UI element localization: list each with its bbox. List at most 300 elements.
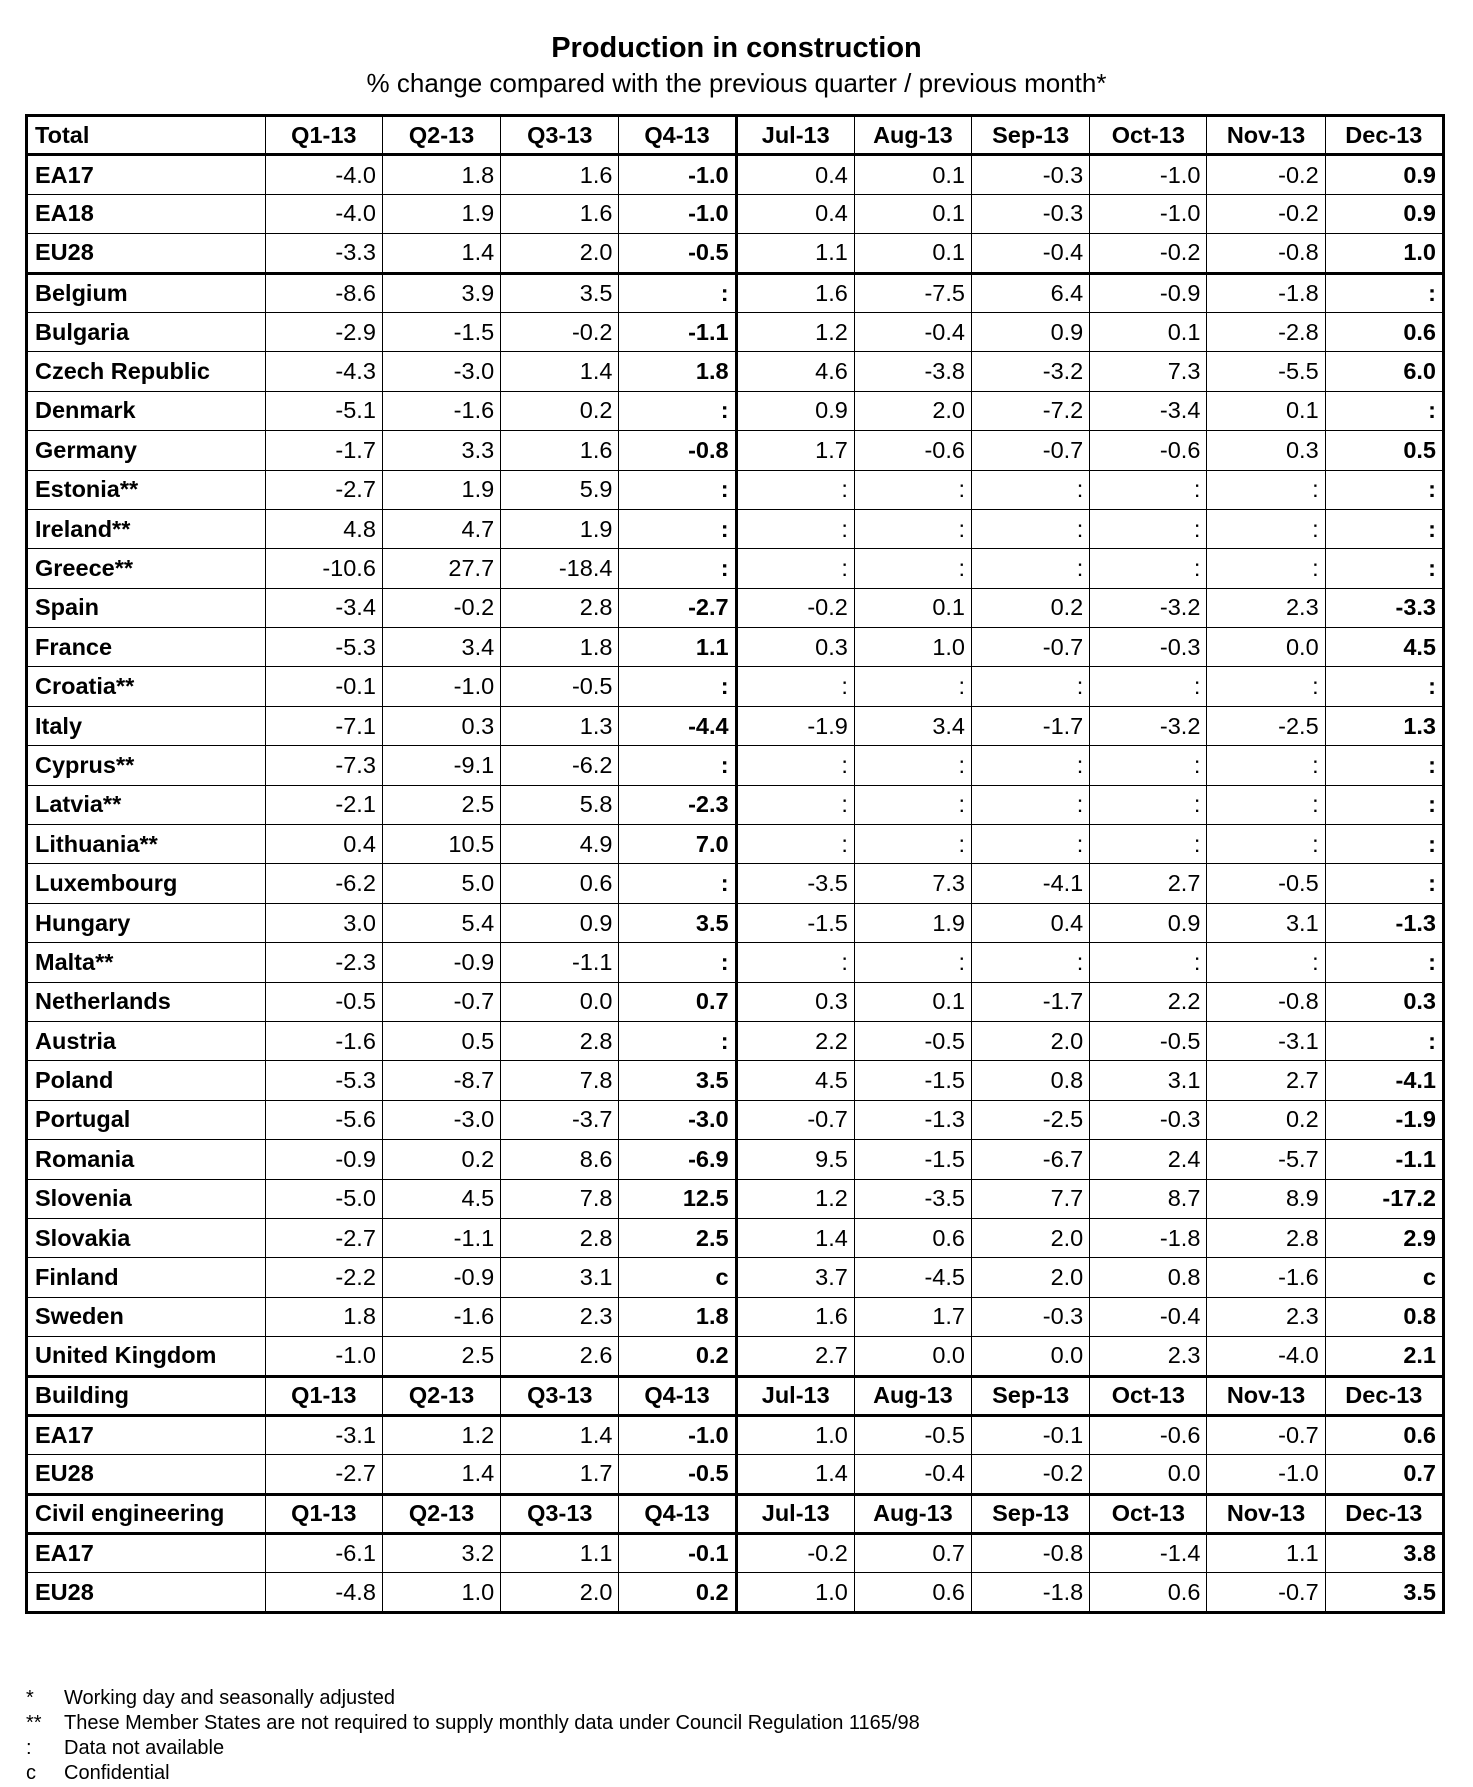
value-cell: c bbox=[619, 1258, 736, 1297]
value-cell: : bbox=[736, 785, 854, 824]
table-row bbox=[27, 1573, 1444, 1612]
value-cell: : bbox=[1325, 1021, 1443, 1060]
value-cell: 0.3 bbox=[1325, 982, 1443, 1021]
table-row bbox=[27, 825, 1444, 864]
value-cell: 0.9 bbox=[1325, 155, 1443, 194]
value-cell: -0.7 bbox=[971, 628, 1089, 667]
value-cell: 2.7 bbox=[736, 1337, 854, 1376]
value-cell: -0.5 bbox=[1207, 864, 1325, 903]
value-cell: -0.2 bbox=[1207, 194, 1325, 233]
value-cell: -0.9 bbox=[382, 1258, 500, 1297]
value-cell: -2.7 bbox=[265, 470, 382, 509]
value-cell: 10.5 bbox=[382, 825, 500, 864]
value-cell: 3.4 bbox=[854, 706, 971, 745]
column-header: Aug-13 bbox=[854, 1376, 971, 1415]
value-cell: 7.8 bbox=[501, 1179, 619, 1218]
table-row bbox=[27, 312, 1444, 351]
row-label: Greece** bbox=[27, 549, 266, 588]
value-cell: 0.6 bbox=[501, 864, 619, 903]
value-cell: : bbox=[1325, 667, 1443, 706]
value-cell: 3.1 bbox=[501, 1258, 619, 1297]
value-cell: 7.8 bbox=[501, 1061, 619, 1100]
value-cell: -1.6 bbox=[1207, 1258, 1325, 1297]
value-cell: : bbox=[971, 549, 1089, 588]
row-label: Cyprus** bbox=[27, 746, 266, 785]
row-label: EA18 bbox=[27, 194, 266, 233]
value-cell: 5.8 bbox=[501, 785, 619, 824]
value-cell: -4.0 bbox=[265, 155, 382, 194]
value-cell: -0.2 bbox=[501, 312, 619, 351]
section-header-row bbox=[27, 1376, 1444, 1415]
column-header: Nov-13 bbox=[1207, 1494, 1325, 1533]
value-cell: : bbox=[1090, 825, 1207, 864]
row-label: Luxembourg bbox=[27, 864, 266, 903]
row-label: EU28 bbox=[27, 1455, 266, 1494]
value-cell: 0.0 bbox=[501, 982, 619, 1021]
value-cell: 0.1 bbox=[1090, 312, 1207, 351]
value-cell: : bbox=[1090, 785, 1207, 824]
value-cell: -0.7 bbox=[1207, 1573, 1325, 1612]
value-cell: : bbox=[1325, 470, 1443, 509]
value-cell: -4.0 bbox=[265, 194, 382, 233]
column-header: Q4-13 bbox=[619, 1376, 736, 1415]
value-cell: 3.5 bbox=[619, 903, 736, 942]
value-cell: : bbox=[1207, 825, 1325, 864]
row-label: EA17 bbox=[27, 1415, 266, 1454]
value-cell: 3.7 bbox=[736, 1258, 854, 1297]
value-cell: : bbox=[1090, 943, 1207, 982]
value-cell: : bbox=[619, 943, 736, 982]
value-cell: -2.7 bbox=[619, 588, 736, 627]
value-cell: 0.1 bbox=[1207, 391, 1325, 430]
value-cell: -4.8 bbox=[265, 1573, 382, 1612]
value-cell: : bbox=[619, 1021, 736, 1060]
value-cell: : bbox=[1325, 785, 1443, 824]
value-cell: -1.4 bbox=[1090, 1534, 1207, 1573]
value-cell: -2.1 bbox=[265, 785, 382, 824]
value-cell: 1.6 bbox=[501, 194, 619, 233]
table-row bbox=[27, 903, 1444, 942]
value-cell: 4.5 bbox=[1325, 628, 1443, 667]
column-header: Sep-13 bbox=[971, 116, 1089, 155]
column-header: Dec-13 bbox=[1325, 116, 1443, 155]
row-label: Ireland** bbox=[27, 509, 266, 548]
footnote-symbol: ** bbox=[26, 1712, 42, 1734]
value-cell: -1.3 bbox=[854, 1100, 971, 1139]
value-cell: 0.4 bbox=[736, 194, 854, 233]
value-cell: 1.4 bbox=[382, 234, 500, 273]
value-cell: -3.8 bbox=[854, 352, 971, 391]
value-cell: -0.5 bbox=[619, 1455, 736, 1494]
value-cell: 1.2 bbox=[736, 312, 854, 351]
value-cell: -6.2 bbox=[501, 746, 619, 785]
value-cell: -2.9 bbox=[265, 312, 382, 351]
value-cell: 3.9 bbox=[382, 273, 500, 312]
value-cell: : bbox=[1325, 509, 1443, 548]
value-cell: 2.1 bbox=[1325, 1337, 1443, 1376]
value-cell: 4.7 bbox=[382, 509, 500, 548]
value-cell: -0.5 bbox=[854, 1415, 971, 1454]
value-cell: 7.3 bbox=[1090, 352, 1207, 391]
value-cell: : bbox=[1207, 943, 1325, 982]
value-cell: 4.5 bbox=[382, 1179, 500, 1218]
row-label: Denmark bbox=[27, 391, 266, 430]
value-cell: 2.3 bbox=[1090, 1337, 1207, 1376]
value-cell: 0.0 bbox=[1090, 1455, 1207, 1494]
value-cell: 0.0 bbox=[854, 1337, 971, 1376]
value-cell: c bbox=[1325, 1258, 1443, 1297]
value-cell: 0.9 bbox=[736, 391, 854, 430]
value-cell: : bbox=[619, 864, 736, 903]
value-cell: -0.8 bbox=[619, 431, 736, 470]
value-cell: 1.3 bbox=[1325, 706, 1443, 745]
value-cell: 4.5 bbox=[736, 1061, 854, 1100]
table-row bbox=[27, 785, 1444, 824]
value-cell: : bbox=[619, 667, 736, 706]
column-header: Dec-13 bbox=[1325, 1376, 1443, 1415]
value-cell: -0.2 bbox=[736, 588, 854, 627]
value-cell: -8.6 bbox=[265, 273, 382, 312]
row-label: Estonia** bbox=[27, 470, 266, 509]
footnote bbox=[26, 1736, 1446, 1761]
value-cell: 1.4 bbox=[736, 1455, 854, 1494]
column-header: Q1-13 bbox=[265, 1376, 382, 1415]
value-cell: 6.4 bbox=[971, 273, 1089, 312]
value-cell: 1.8 bbox=[619, 352, 736, 391]
value-cell: 1.2 bbox=[382, 1415, 500, 1454]
value-cell: 3.5 bbox=[1325, 1573, 1443, 1612]
value-cell: : bbox=[1325, 273, 1443, 312]
value-cell: 0.6 bbox=[854, 1218, 971, 1257]
value-cell: 0.1 bbox=[854, 155, 971, 194]
page-subtitle: % change compared with the previous quarter / previous month* bbox=[366, 68, 1107, 98]
column-header: Aug-13 bbox=[854, 1494, 971, 1533]
table-row bbox=[27, 864, 1444, 903]
column-header: Jul-13 bbox=[736, 1494, 854, 1533]
value-cell: -2.3 bbox=[619, 785, 736, 824]
value-cell: -0.8 bbox=[1207, 234, 1325, 273]
value-cell: 0.2 bbox=[501, 391, 619, 430]
column-header: Jul-13 bbox=[736, 116, 854, 155]
footnote-symbol: : bbox=[26, 1737, 32, 1759]
value-cell: 0.4 bbox=[736, 155, 854, 194]
value-cell: 0.3 bbox=[382, 706, 500, 745]
column-header: Sep-13 bbox=[971, 1376, 1089, 1415]
value-cell: : bbox=[736, 825, 854, 864]
section-label: Civil engineering bbox=[27, 1494, 266, 1533]
table-row bbox=[27, 470, 1444, 509]
value-cell: 1.1 bbox=[736, 234, 854, 273]
column-header: Q1-13 bbox=[265, 1494, 382, 1533]
table-row bbox=[27, 667, 1444, 706]
value-cell: -0.9 bbox=[265, 1140, 382, 1179]
value-cell: : bbox=[1090, 509, 1207, 548]
value-cell: -3.5 bbox=[854, 1179, 971, 1218]
value-cell: : bbox=[1207, 785, 1325, 824]
column-header: Sep-13 bbox=[971, 1494, 1089, 1533]
row-label: EA17 bbox=[27, 1534, 266, 1573]
value-cell: 2.7 bbox=[1207, 1061, 1325, 1100]
value-cell: : bbox=[971, 825, 1089, 864]
table-row bbox=[27, 1021, 1444, 1060]
value-cell: -17.2 bbox=[1325, 1179, 1443, 1218]
value-cell: : bbox=[736, 943, 854, 982]
table-row bbox=[27, 391, 1444, 430]
value-cell: : bbox=[1090, 549, 1207, 588]
value-cell: 0.3 bbox=[1207, 431, 1325, 470]
value-cell: : bbox=[1207, 549, 1325, 588]
value-cell: -1.0 bbox=[1090, 155, 1207, 194]
column-header: Q2-13 bbox=[382, 1494, 500, 1533]
value-cell: : bbox=[619, 549, 736, 588]
value-cell: 1.3 bbox=[501, 706, 619, 745]
value-cell: 0.5 bbox=[1325, 431, 1443, 470]
value-cell: -10.6 bbox=[265, 549, 382, 588]
value-cell: -5.1 bbox=[265, 391, 382, 430]
value-cell: 2.8 bbox=[501, 1218, 619, 1257]
value-cell: 0.9 bbox=[971, 312, 1089, 351]
column-header: Dec-13 bbox=[1325, 1494, 1443, 1533]
value-cell: : bbox=[1090, 470, 1207, 509]
value-cell: 8.7 bbox=[1090, 1179, 1207, 1218]
column-header: Q3-13 bbox=[501, 1376, 619, 1415]
value-cell: -1.3 bbox=[1325, 903, 1443, 942]
value-cell: : bbox=[736, 667, 854, 706]
value-cell: -3.0 bbox=[619, 1100, 736, 1139]
row-label: Italy bbox=[27, 706, 266, 745]
value-cell: 0.2 bbox=[382, 1140, 500, 1179]
value-cell: -0.3 bbox=[1090, 1100, 1207, 1139]
row-label: Portugal bbox=[27, 1100, 266, 1139]
value-cell: 7.3 bbox=[854, 864, 971, 903]
value-cell: 4.9 bbox=[501, 825, 619, 864]
value-cell: -2.7 bbox=[265, 1218, 382, 1257]
value-cell: 0.1 bbox=[854, 588, 971, 627]
value-cell: -3.2 bbox=[1090, 706, 1207, 745]
value-cell: 2.8 bbox=[1207, 1218, 1325, 1257]
value-cell: -4.1 bbox=[971, 864, 1089, 903]
value-cell: 0.7 bbox=[1325, 1455, 1443, 1494]
value-cell: : bbox=[854, 509, 971, 548]
section-header-row bbox=[27, 116, 1444, 155]
table-row bbox=[27, 352, 1444, 391]
table-row bbox=[27, 628, 1444, 667]
value-cell: : bbox=[854, 667, 971, 706]
value-cell: -3.5 bbox=[736, 864, 854, 903]
value-cell: 0.5 bbox=[382, 1021, 500, 1060]
value-cell: -3.1 bbox=[265, 1415, 382, 1454]
value-cell: -0.5 bbox=[854, 1021, 971, 1060]
value-cell: 1.8 bbox=[382, 155, 500, 194]
value-cell: -6.7 bbox=[971, 1140, 1089, 1179]
value-cell: -5.5 bbox=[1207, 352, 1325, 391]
value-cell: 2.5 bbox=[619, 1218, 736, 1257]
value-cell: 3.8 bbox=[1325, 1534, 1443, 1573]
value-cell: 1.0 bbox=[382, 1573, 500, 1612]
section-header-row bbox=[27, 1494, 1444, 1533]
value-cell: -0.4 bbox=[971, 234, 1089, 273]
table-row bbox=[27, 1415, 1444, 1454]
table-row bbox=[27, 1100, 1444, 1139]
value-cell: -3.4 bbox=[265, 588, 382, 627]
value-cell: : bbox=[1090, 667, 1207, 706]
value-cell: 1.4 bbox=[501, 352, 619, 391]
value-cell: -7.3 bbox=[265, 746, 382, 785]
value-cell: -0.2 bbox=[971, 1455, 1089, 1494]
value-cell: -1.0 bbox=[265, 1337, 382, 1376]
value-cell: 1.9 bbox=[501, 509, 619, 548]
value-cell: 1.7 bbox=[854, 1297, 971, 1336]
value-cell: 2.5 bbox=[382, 785, 500, 824]
value-cell: -1.0 bbox=[619, 1415, 736, 1454]
table-row bbox=[27, 706, 1444, 745]
value-cell: : bbox=[971, 470, 1089, 509]
value-cell: : bbox=[1207, 667, 1325, 706]
table-row bbox=[27, 1534, 1444, 1573]
value-cell: -3.7 bbox=[501, 1100, 619, 1139]
value-cell: : bbox=[736, 549, 854, 588]
value-cell: 1.4 bbox=[736, 1218, 854, 1257]
value-cell: -3.3 bbox=[1325, 588, 1443, 627]
value-cell: 0.6 bbox=[1325, 1415, 1443, 1454]
value-cell: -0.7 bbox=[382, 982, 500, 1021]
value-cell: 3.4 bbox=[382, 628, 500, 667]
row-label: EA17 bbox=[27, 155, 266, 194]
value-cell: -4.4 bbox=[619, 706, 736, 745]
table-row bbox=[27, 943, 1444, 982]
row-label: Poland bbox=[27, 1061, 266, 1100]
row-label: Bulgaria bbox=[27, 312, 266, 351]
value-cell: : bbox=[971, 509, 1089, 548]
value-cell: 1.9 bbox=[382, 470, 500, 509]
value-cell: 1.0 bbox=[1325, 234, 1443, 273]
value-cell: : bbox=[854, 785, 971, 824]
value-cell: 7.0 bbox=[619, 825, 736, 864]
value-cell: : bbox=[619, 509, 736, 548]
value-cell: 0.3 bbox=[736, 628, 854, 667]
value-cell: -3.3 bbox=[265, 234, 382, 273]
column-header: Aug-13 bbox=[854, 116, 971, 155]
value-cell: 0.8 bbox=[1325, 1297, 1443, 1336]
value-cell: -1.0 bbox=[1207, 1455, 1325, 1494]
value-cell: 3.5 bbox=[619, 1061, 736, 1100]
row-label: Sweden bbox=[27, 1297, 266, 1336]
row-label: Finland bbox=[27, 1258, 266, 1297]
row-label: EU28 bbox=[27, 1573, 266, 1612]
value-cell: 0.6 bbox=[1090, 1573, 1207, 1612]
row-label: United Kingdom bbox=[27, 1337, 266, 1376]
value-cell: -1.1 bbox=[619, 312, 736, 351]
value-cell: 2.8 bbox=[501, 1021, 619, 1060]
value-cell: 2.3 bbox=[1207, 1297, 1325, 1336]
value-cell: -0.8 bbox=[971, 1534, 1089, 1573]
value-cell: 1.6 bbox=[736, 1297, 854, 1336]
value-cell: -0.1 bbox=[619, 1534, 736, 1573]
value-cell: 2.4 bbox=[1090, 1140, 1207, 1179]
production-table bbox=[25, 114, 1445, 1614]
value-cell: : bbox=[971, 746, 1089, 785]
value-cell: 0.1 bbox=[854, 234, 971, 273]
column-header: Nov-13 bbox=[1207, 116, 1325, 155]
value-cell: : bbox=[1090, 746, 1207, 785]
value-cell: -3.0 bbox=[382, 352, 500, 391]
value-cell: 0.4 bbox=[971, 903, 1089, 942]
table-row bbox=[27, 549, 1444, 588]
value-cell: -0.4 bbox=[854, 1455, 971, 1494]
value-cell: 0.9 bbox=[501, 903, 619, 942]
value-cell: 7.7 bbox=[971, 1179, 1089, 1218]
value-cell: 2.7 bbox=[1090, 864, 1207, 903]
value-cell: -5.3 bbox=[265, 1061, 382, 1100]
value-cell: 1.2 bbox=[736, 1179, 854, 1218]
value-cell: 2.0 bbox=[971, 1258, 1089, 1297]
table-row bbox=[27, 1179, 1444, 1218]
value-cell: 0.6 bbox=[1325, 312, 1443, 351]
value-cell: -1.9 bbox=[1325, 1100, 1443, 1139]
value-cell: -6.2 bbox=[265, 864, 382, 903]
row-label: Spain bbox=[27, 588, 266, 627]
value-cell: -3.0 bbox=[382, 1100, 500, 1139]
value-cell: 1.1 bbox=[501, 1534, 619, 1573]
value-cell: -0.7 bbox=[1207, 1415, 1325, 1454]
value-cell: 3.2 bbox=[382, 1534, 500, 1573]
value-cell: 5.9 bbox=[501, 470, 619, 509]
page-title: Production in construction bbox=[551, 32, 922, 64]
value-cell: -6.1 bbox=[265, 1534, 382, 1573]
value-cell: -0.7 bbox=[736, 1100, 854, 1139]
value-cell: 0.7 bbox=[619, 982, 736, 1021]
value-cell: 1.0 bbox=[736, 1415, 854, 1454]
value-cell: -1.8 bbox=[1207, 273, 1325, 312]
row-label: Germany bbox=[27, 431, 266, 470]
column-header: Oct-13 bbox=[1090, 116, 1207, 155]
value-cell: -0.7 bbox=[971, 431, 1089, 470]
value-cell: -2.5 bbox=[1207, 706, 1325, 745]
footnote-text: These Member States are not required to supply monthly data under Council Regulation 1165/98 bbox=[64, 1712, 920, 1734]
column-header: Q4-13 bbox=[619, 116, 736, 155]
value-cell: 2.2 bbox=[736, 1021, 854, 1060]
value-cell: -1.0 bbox=[619, 155, 736, 194]
value-cell: -1.8 bbox=[1090, 1218, 1207, 1257]
value-cell: 1.1 bbox=[1207, 1534, 1325, 1573]
row-label: Malta** bbox=[27, 943, 266, 982]
value-cell: -3.2 bbox=[971, 352, 1089, 391]
value-cell: : bbox=[1325, 391, 1443, 430]
value-cell: -0.1 bbox=[265, 667, 382, 706]
value-cell: : bbox=[736, 470, 854, 509]
value-cell: 3.1 bbox=[1207, 903, 1325, 942]
value-cell: : bbox=[854, 549, 971, 588]
column-header: Q1-13 bbox=[265, 116, 382, 155]
value-cell: -4.5 bbox=[854, 1258, 971, 1297]
value-cell: 12.5 bbox=[619, 1179, 736, 1218]
column-header: Oct-13 bbox=[1090, 1494, 1207, 1533]
value-cell: -2.2 bbox=[265, 1258, 382, 1297]
table-row bbox=[27, 588, 1444, 627]
value-cell: : bbox=[619, 470, 736, 509]
value-cell: -0.2 bbox=[736, 1534, 854, 1573]
value-cell: 0.3 bbox=[736, 982, 854, 1021]
table-row bbox=[27, 982, 1444, 1021]
table-row bbox=[27, 194, 1444, 233]
value-cell: -0.3 bbox=[1090, 628, 1207, 667]
table-row bbox=[27, 1061, 1444, 1100]
footnote-symbol: * bbox=[26, 1687, 34, 1709]
value-cell: -1.0 bbox=[619, 194, 736, 233]
value-cell: -2.5 bbox=[971, 1100, 1089, 1139]
value-cell: : bbox=[854, 746, 971, 785]
value-cell: : bbox=[1207, 746, 1325, 785]
